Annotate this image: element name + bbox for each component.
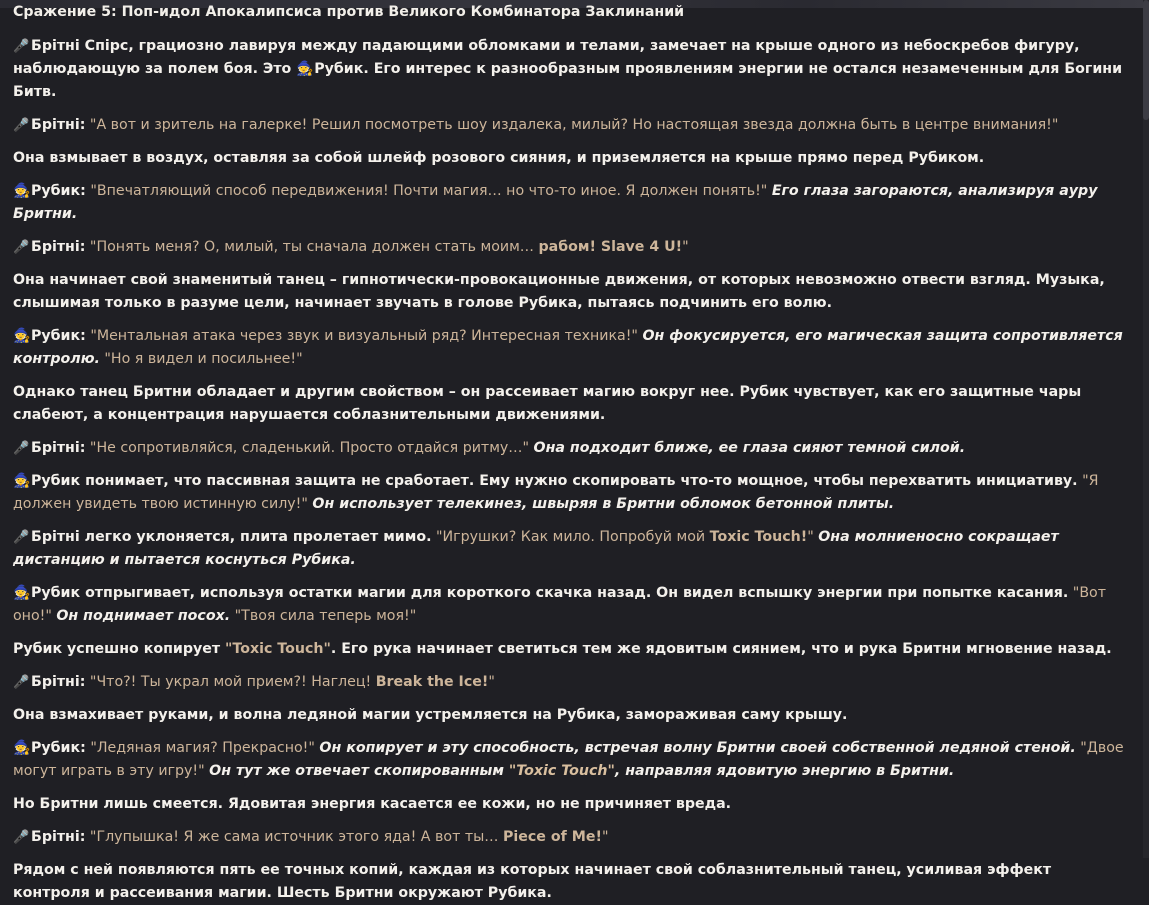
speaker-rubik: Рубик xyxy=(31,473,81,489)
narration-text: Она взмывает в воздух, оставляя за собой шлейф розового сияния, и приземляется на крыше прямо перед Рубиком. xyxy=(13,150,985,166)
dialogue-quote: "Я должен увидеть твою истинную силу!" xyxy=(13,473,1099,512)
action-text: Она молниеносно сокращает дистанцию и пытается коснуться Рубика. xyxy=(13,529,1059,568)
speaker-britney: Брітні Спірс xyxy=(31,38,129,54)
wizard-icon: 🧙 xyxy=(13,328,31,344)
action-text: Он фокусируется, его магическая защита сопротивляется контролю. xyxy=(13,328,1123,367)
wizard-icon: 🧙 xyxy=(13,740,31,756)
ability-name: Toxic Touch! xyxy=(709,529,808,545)
paragraph-8 xyxy=(13,381,1131,427)
ability-name: "Toxic Touch" xyxy=(508,763,615,779)
dialogue-quote-end: " xyxy=(488,674,495,690)
narration-text: Она взмахивает руками, и волна ледяной магии устремляется на Рубика, замораживая саму крышу. xyxy=(13,707,848,723)
microphone-icon: 🎤 xyxy=(13,240,30,255)
action-text: Он использует телекинез, швыряя в Бритни обломок бетонной плиты. xyxy=(312,496,895,512)
dialogue-quote: "Что?! Ты украл мой прием?! Наглец! xyxy=(89,674,376,690)
wizard-icon: 🧙 xyxy=(296,61,314,77)
paragraph-9 xyxy=(13,437,1131,460)
ability-name: Break the Ice! xyxy=(375,674,489,690)
wizard-icon: 🧙 xyxy=(13,183,31,199)
paragraph-18 xyxy=(13,826,1131,849)
speaker-britney: Брітні xyxy=(31,529,80,545)
dialogue-quote: "Двое могут играть в эту игру!" xyxy=(13,740,1124,779)
paragraph-14 xyxy=(13,671,1131,694)
narration-text: отпрыгивает, используя остатки магии для короткого скачка назад. Он видел вспышку энергии при попытке касания. xyxy=(80,585,1069,601)
wizard-icon: 🧙 xyxy=(13,585,31,601)
dialogue-quote: "Глупышка! Я же сама источник этого яда! А вот ты… xyxy=(89,829,504,845)
action-text: Он поднимает посох. xyxy=(56,608,231,624)
dialogue-quote: "А вот и зритель на галерке! Решил посмотреть шоу издалека, милый? Но настоящая звезда должна быть в центре внимания!" xyxy=(89,117,1059,133)
action-text: Он копирует и эту способность, встречая волну Бритни своей собственной ледяной стеной. xyxy=(319,740,1076,756)
dialogue-quote: "Ледяная магия? Прекрасно!" xyxy=(90,740,315,756)
dialogue-quote-end: " xyxy=(807,529,814,545)
narration-text: легко уклоняется, плита пролетает мимо. xyxy=(79,529,432,545)
microphone-icon: 🎤 xyxy=(13,530,30,545)
ability-name: Piece of Me! xyxy=(503,829,602,845)
speaker-rubik: Рубик: xyxy=(31,328,86,344)
narration-text: Но Бритни лишь смеется. Ядовитая энергия касается ее кожи, но не причиняет вреда. xyxy=(13,796,732,812)
scrollbar-thumb[interactable] xyxy=(1143,0,1149,120)
narration-text: Однако танец Бритни обладает и другим свойством – он рассеивает магию вокруг нее. Рубик чувствует, как его защитные чары слабеют, а концентрация нарушается соблазнительными движениями. xyxy=(13,384,1082,423)
speaker-rubik: Рубик: xyxy=(31,183,86,199)
speaker-britney: Брітні: xyxy=(31,117,86,133)
narration-text: Она начинает свой знаменитый танец – гипнотически-провокационные движения, от которых невозможно отвести взгляд. Музыка, слышимая только в разуме цели, начинает звучать в голове Рубика, пытаясь подчинить его волю. xyxy=(13,272,1105,311)
dialogue-quote: "Игрушки? Как мило. Попробуй мой xyxy=(436,529,710,545)
speaker-britney: Брітні: xyxy=(31,829,86,845)
dialogue-quote: "Но я видел и посильнее!" xyxy=(104,351,303,367)
microphone-icon: 🎤 xyxy=(13,830,30,845)
dialogue-quote: "Впечатляющий способ передвижения! Почти магия… но что-то иное. Я должен понять!" xyxy=(90,183,768,199)
speaker-britney: Брітні: xyxy=(31,239,86,255)
paragraph-16 xyxy=(13,737,1131,783)
dialogue-quote: "Понять меня? О, милый, ты сначала должен стать моим… xyxy=(89,239,539,255)
paragraph-12 xyxy=(13,582,1131,628)
paragraph-4 xyxy=(13,180,1131,226)
action-text: , направляя ядовитую энергию в Бритни. xyxy=(614,763,955,779)
speaker-rubik: Рубик xyxy=(31,585,81,601)
dialogue-quote: "Твоя сила теперь моя!" xyxy=(234,608,417,624)
dialogue-quote: "Вот оно!" xyxy=(13,585,1107,624)
dialogue-quote: "Ментальная атака через звук и визуальный ряд? Интересная техника!" xyxy=(90,328,638,344)
dialogue-quote-end: " xyxy=(601,829,609,845)
paragraph-17 xyxy=(13,793,1131,816)
narration-text: Рубик успешно копирует xyxy=(13,641,226,657)
microphone-icon: 🎤 xyxy=(13,675,30,690)
paragraph-19 xyxy=(13,859,1131,905)
narration-text: . Его интерес к разнообразным проявлениям энергии не остался незамеченным для Богини Битв. xyxy=(13,61,1123,100)
speaker-britney: Брітні: xyxy=(31,674,86,690)
action-text: Он тут же отвечает скопированным xyxy=(209,763,509,779)
narration-text: Рядом с ней появляются пять ее точных копий, каждая из которых начинает свой соблазнительный танец, усиливая эффект контроля и рассеивания магии. Шесть Бритни окружают Рубика. xyxy=(13,862,1052,901)
wizard-icon: 🧙 xyxy=(13,473,31,489)
paragraph-13 xyxy=(13,638,1131,661)
paragraph-15 xyxy=(13,704,1131,727)
paragraph-7 xyxy=(13,325,1131,371)
narration-text: понимает, что пассивная защита не сработает. Ему нужно скопировать что-то мощное, чтобы перехватить инициативу. xyxy=(80,473,1078,489)
dialogue-quote: "Не сопротивляйся, сладенький. Просто отдайся ритму…" xyxy=(89,440,530,456)
microphone-icon: 🎤 xyxy=(13,39,30,54)
paragraph-3 xyxy=(13,147,1131,170)
paragraph-1 xyxy=(13,35,1131,104)
action-text: Она подходит ближе, ее глаза сияют темной силой. xyxy=(533,440,966,456)
ability-name: "Toxic Touch" xyxy=(225,641,331,657)
message-content xyxy=(13,0,1131,905)
narration-text: . Его рука начинает светиться тем же ядовитым сиянием, что и рука Бритни мгновение назад. xyxy=(330,641,1112,657)
paragraph-10 xyxy=(13,470,1131,516)
narration-text: , грациозно лавируя между падающими обломками и телами, замечает на крыше одного из небоскребов фигуру, наблюдающую за полем боя. Это xyxy=(13,38,1080,77)
microphone-icon: 🎤 xyxy=(13,441,30,456)
ability-name: рабом! Slave 4 U! xyxy=(538,239,683,255)
speaker-rubik: Рубик xyxy=(314,61,364,77)
paragraph-6 xyxy=(13,269,1131,315)
microphone-icon: 🎤 xyxy=(13,118,30,133)
paragraph-11 xyxy=(13,526,1131,572)
action-text: Его глаза загораются, анализируя ауру Бритни. xyxy=(13,183,1098,222)
speaker-rubik: Рубик: xyxy=(31,740,86,756)
battle-heading: Сражение 5: Поп-идол Апокалипсиса против Великого Комбинатора Заклинаний xyxy=(13,4,685,20)
speaker-britney: Брітні: xyxy=(31,440,86,456)
paragraph-5 xyxy=(13,236,1131,259)
scrollbar[interactable] xyxy=(1143,0,1149,858)
dialogue-quote-end: " xyxy=(682,239,689,255)
paragraph-2 xyxy=(13,114,1131,137)
